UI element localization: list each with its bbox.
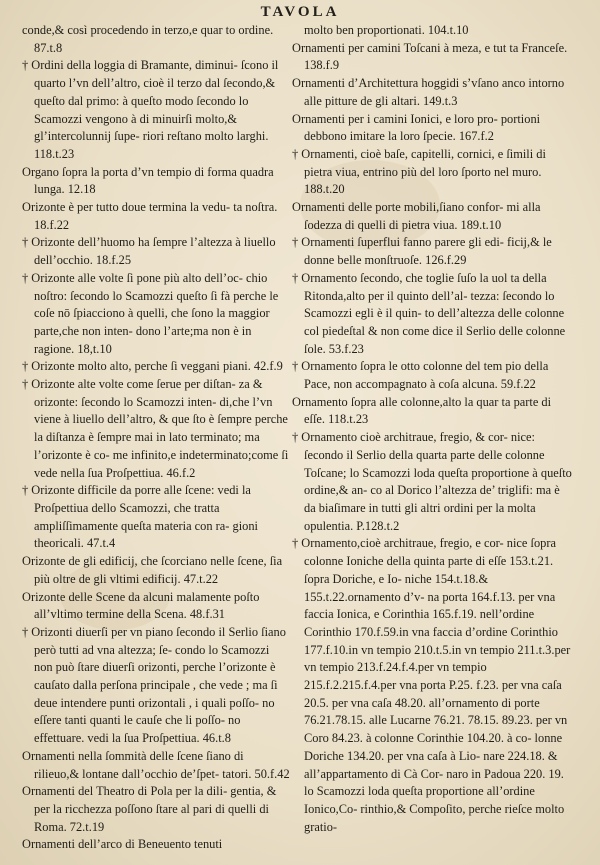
page-header: TAVOLA xyxy=(260,4,340,20)
index-entry: Orizonte delle Scene da alcuni malamente poſto all’vltimo termine della Scena. 48.f.31 xyxy=(22,589,260,622)
index-entry: † Orizonte alte volte come ſerue per diſtan- za & orizonte: ſecondo lo Scamozzi inten- di,che l’vn viene à liuello dell’altro, & que ſto è ſempre perche la diſtanza è ſempre mai in lato terminato; ma l’orizonte è co- me infinito,e indeterminato;come ſi vede nella ſua Proſpettiua. 46.f.2 xyxy=(22,377,289,480)
index-entry: conde,& così procedendo in terzo,e quar to ordine. 87.t.8 xyxy=(22,23,274,55)
index-entry: † Orizonte difficile da porre alle ſcene: vedi la Proſpettiua dello Scamozzi, che tratta ampliſſimamente queſta materia con ra- gioni theoricali. 47.t.4 xyxy=(22,483,258,551)
index-entry: † Orizonte alle volte ſi pone più alto dell’oc- chio noſtro: ſecondo lo Scamozzi queſto ſi fà perche le coſe nō ſpiacciono à quelli, che ſono la maggior parte,che non inten- dono l’arte;ma non è in ragione. 18,t.10 xyxy=(22,270,279,356)
index-entry: Ornamento ſopra alle colonne,alto la quar ta parte di eſſe. 118.t.23 xyxy=(292,394,552,427)
index-entry: Ornamenti del Theatro di Pola per la dili- gentia, & per la ricchezza poſſono ſtare al pari di quelli di Roma. 72.t.19 xyxy=(22,784,277,834)
index-entry: Ornamenti dell’arco di Beneuento tenuti xyxy=(22,837,223,852)
index-entry: † Orizonti diuerſi per vn piano ſecondo il Serlio ſiano però tutti ad vna altezza; ſe- condo lo Scamozzi non può ſtare diuerſi orizonti, perche l’orizonte è cauſato dalla perſona principale , che vede ; ma ſi deue intendere punti orizontali , i quali poſſo- no eſſere tanti quanti le cauſe che li poſſo- no effettuare. vedi la ſua Proſpettiua. 46.t.8 xyxy=(22,624,286,746)
index-entry: Ornamenti d’Architettura hoggidi s’vſano anco intorno alle pitture de gli altari. 149.t.3 xyxy=(292,76,565,108)
left-column xyxy=(22,22,290,854)
index-entry: Ornamenti delle porte mobili,ſiano confor- mi alla ſodezza di quelli di pietra viua. 189.t.10 xyxy=(292,200,541,232)
index-entry: molto ben proportionati. 104.t.10 xyxy=(304,23,469,37)
index-entry: Orizonte è per tutto doue termina la vedu- ta noſtra. 18.f.22 xyxy=(22,200,278,232)
index-entry: † Ornamento cioè architraue, fregio, & cor- nice: ſecondo il Serlio della quarta parte delle colonne Toſcane; lo Scamozzi loda queſta proportione à queſto ordine,& an- co al Dorico l’altezza de’ triglifi: ma è da biaſimare in tutti gli altri ordini per la molta opulentia. P.128.t.2 xyxy=(292,430,572,533)
index-entry: † Orizonte dell’huomo ha ſempre l’altezza à liuello dell’occhio. 18.f.25 xyxy=(22,235,276,268)
right-column xyxy=(292,22,574,836)
index-entry: Ornamenti nella ſommità delle ſcene ſiano di rilieuo,& lontane dall’occhio de’ſpet- tatori. 50.f.42 xyxy=(22,748,290,781)
index-entry: † Ornamento,cioè architraue, fregio, e cor- nice ſopra colonne Ioniche della quinta parte di eſſe 153.t.21. ſopra Doriche, e Io- niche 154.t.18.& 155.t.22.ornamento d’v- na porta 164.f.13. per vna faccia Ionica, e Corinthia 165.f.19. nell’ordine Corinthio 170.f.59.in vna faccia d’ordine Corinthio 177.f.10.in vn tempio 210.t.5.in vn tempio 211.t.3.per vn tempio 213.f.24.f.4.per vn tempio 215.f.2.215.f.4.per vna porta P.25. f.23. per vna caſa 20.5. per vna caſa 48.20. all’ornamento di porte 76.21.78.15. alle Lucarne 76.21. 78.15. 89.23. per vn Coro 84.23. à colonne Corinthie 104.20. à co- lonne Doriche 134.20. per vna caſa à Lio- nare 224.18. & all’appartamento di Cà Cor- naro in Padoua 220. 19. lo Scamozzi loda queſta proportione all’ordine Ionico,Co- rinthio,& Compoſito, perche rieſce molto gratio- xyxy=(292,536,571,834)
index-entry: Ornamenti per i camini Ionici, e loro pro- portioni debbono imitare la loro ſpecie. 167.f.2 xyxy=(292,111,541,144)
index-entry: † Orizonte molto alto, perche ſi veggani piani. 42.f.9 xyxy=(22,359,283,374)
index-entry: † Ornamento ſopra le otto colonne del tem pio della Pace, non accompagnato à coſa alcuna. 59.f.22 xyxy=(292,359,549,392)
index-entry: Ornamenti per camini Toſcani à meza, e tut ta Franceſe. 138.f.9 xyxy=(292,40,568,73)
index-entry: † Ornamenti, cioè baſe, capitelli, cornici, e ſimili di pietra viua, entrino più del loro ſporto nel muro. 188.t.20 xyxy=(292,146,546,197)
index-entry: Orizonte de gli edificij, che ſcorciano nelle ſcene, ſia più oltre de gli vltimi edificij. 47.t.22 xyxy=(22,554,283,586)
index-entry: † Ordini della loggia di Bramante, diminui- ſcono il quarto l’vn dell’altro, cioè il terzo dal ſecondo,& queſto dal primo: à queſto modo ſecondo lo Scamozzi vengono à di minuirſi molto,& gl’intercolunnij ſupe- riori reſtano molto larghi. 118.t.23 xyxy=(22,58,279,161)
index-entry: † Ornamento ſecondo, che toglie ſuſo la uol ta della Ritonda,alto per il quinto dell’al- tezza: ſecondo lo Scamozzi egli è il quin- to dell’altezza delle colonne col piedeſtal & non come dice il Serlio delle colonne ſole. 53.f.23 xyxy=(292,270,566,356)
index-entry: † Ornamenti ſuperflui fanno parere gli edi- ficij,& le donne belle monſtruoſe. 126.f.29 xyxy=(292,235,552,268)
index-entry: Organo ſopra la porta d’vn tempio di forma quadra lunga. 12.18 xyxy=(22,164,274,197)
